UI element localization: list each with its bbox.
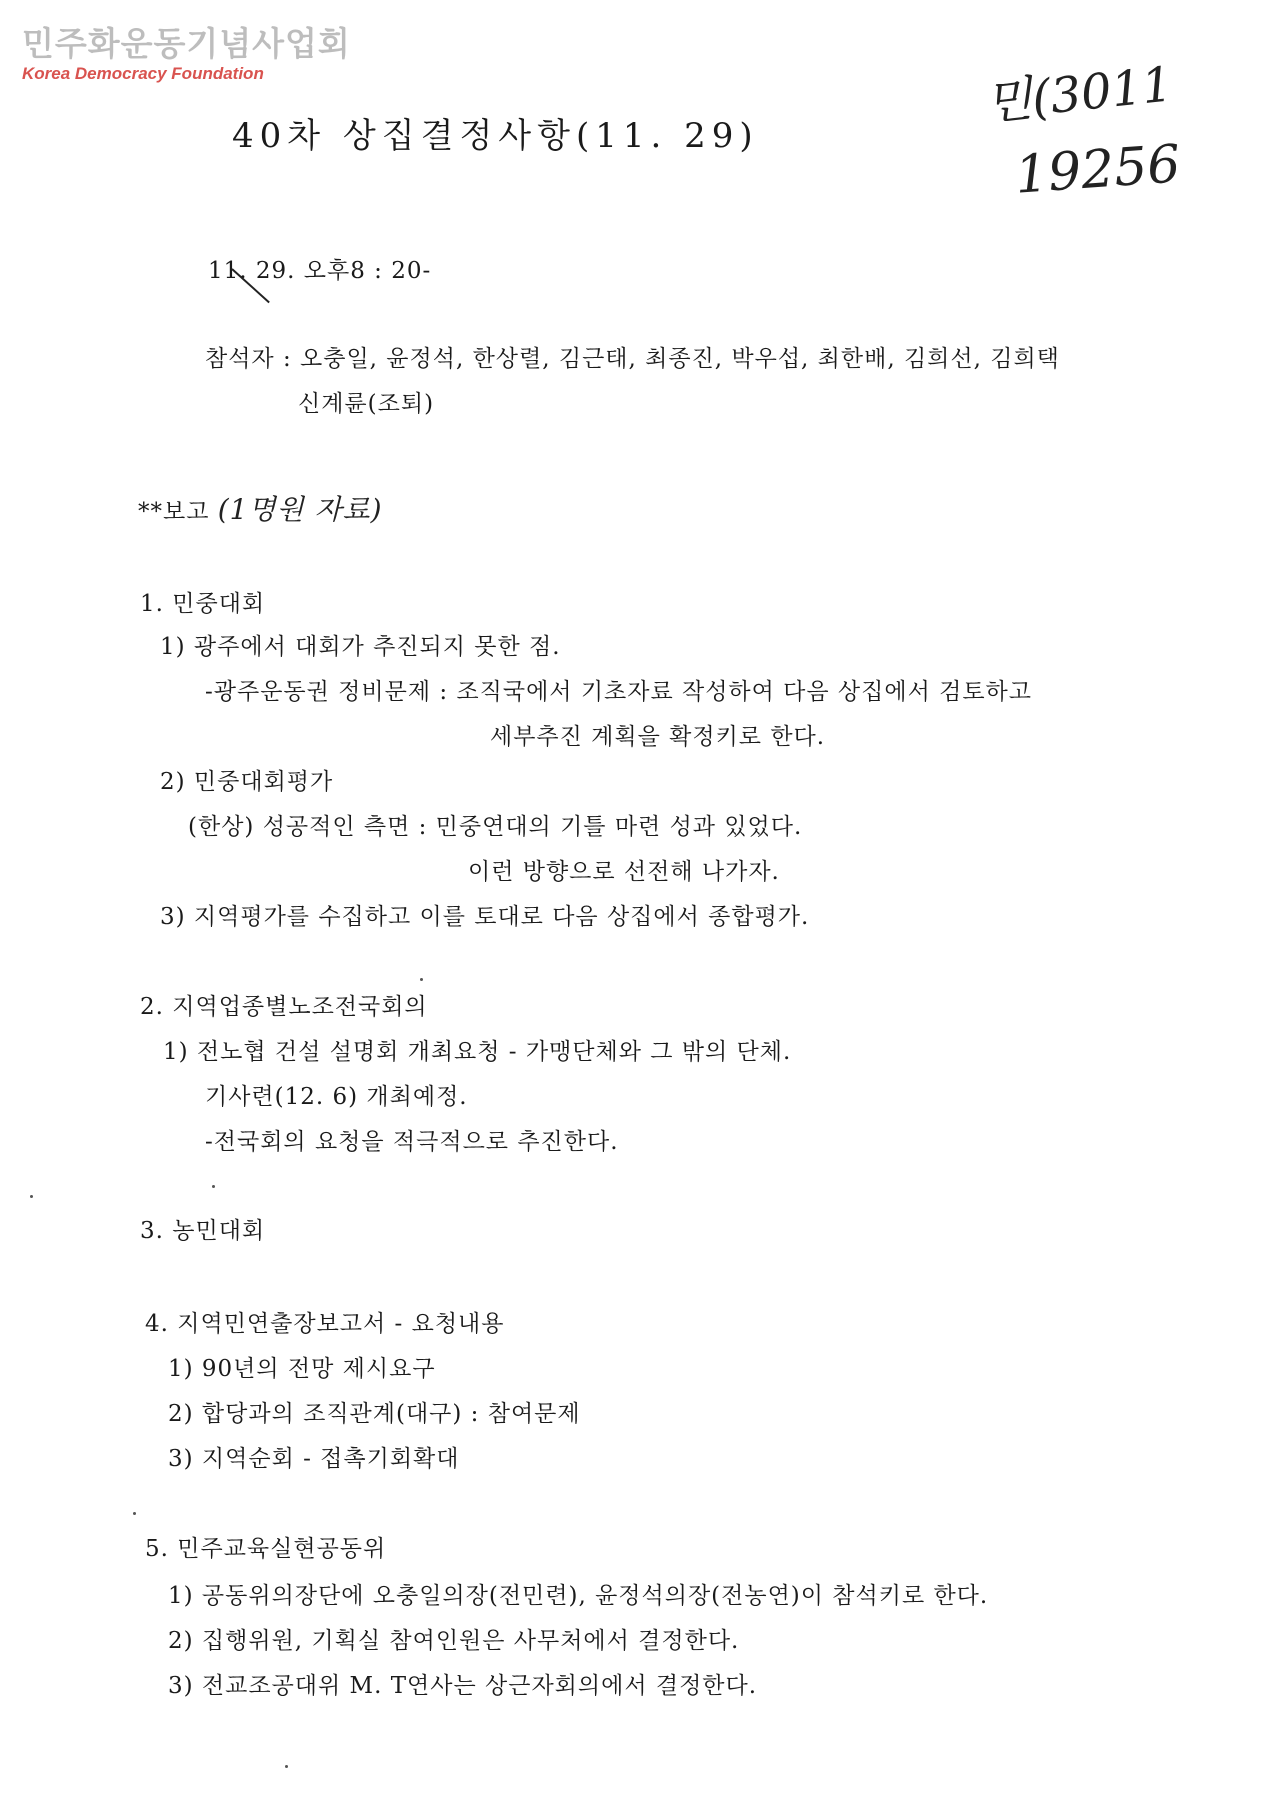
section-1-title: 1. 민중대회 xyxy=(140,591,266,617)
meeting-datetime: 11. 29. 오후8 : 20- xyxy=(208,258,432,284)
section-4-item-2: 2) 합당과의 조직관계(대구) : 참여문제 xyxy=(168,1401,581,1427)
section-4-item-3: 3) 지역순회 - 접촉기회확대 xyxy=(168,1446,460,1472)
scan-speck xyxy=(285,1765,288,1768)
scan-speck xyxy=(212,1185,215,1188)
section-2-item-1: 1) 전노협 건설 설명회 개최요청 - 가맹단체와 그 밖의 단체. xyxy=(163,1039,792,1065)
attendees-line-1: 참석자 : 오충일, 윤정석, 한상렬, 김근태, 최종진, 박우섭, 최한배, 김희선, 김희택 xyxy=(205,346,1060,372)
handwritten-note-top: 민(3011 xyxy=(983,56,1176,132)
section-5-item-3: 3) 전교조공대위 M. T연사는 상근자회의에서 결정한다. xyxy=(168,1673,758,1699)
report-heading xyxy=(138,488,383,528)
scan-speck xyxy=(133,1512,136,1515)
section-1-item-3: 3) 지역평가를 수집하고 이를 토대로 다음 상집에서 종합평가. xyxy=(160,904,810,930)
section-4-title: 4. 지역민연출장보고서 - 요청내용 xyxy=(145,1311,505,1337)
scan-speck xyxy=(420,978,423,981)
section-2-title: 2. 지역업종별노조전국회의 xyxy=(140,994,428,1020)
report-handwritten: (1명원 자료) xyxy=(217,493,383,526)
watermark-org-english: Korea Democracy Foundation xyxy=(22,64,264,83)
section-1-item-1: 1) 광주에서 대회가 추진되지 못한 점. xyxy=(160,634,561,660)
watermark-org-korean: 민주화운동기념사업회 xyxy=(22,24,351,63)
section-2-item-1b: -전국회의 요청을 적극적으로 추진한다. xyxy=(205,1129,619,1155)
section-1-item-1a: -광주운동권 정비문제 : 조직국에서 기초자료 작성하여 다음 상집에서 검토하고 xyxy=(205,679,1032,705)
document-title: 40차 상집결정사항(11. 29) xyxy=(232,116,759,156)
scan-speck xyxy=(30,1195,33,1198)
section-1-item-2: 2) 민중대회평가 xyxy=(160,769,334,795)
section-1-item-2a: (한상) 성공적인 측면 : 민중연대의 기틀 마련 성과 있었다. xyxy=(188,814,803,840)
section-2-item-1a: 기사련(12. 6) 개최예정. xyxy=(205,1084,468,1110)
section-1-item-1b: 세부추진 계획을 확정키로 한다. xyxy=(490,724,826,750)
section-3-title: 3. 농민대회 xyxy=(140,1218,266,1244)
section-5-item-1: 1) 공동위의장단에 오충일의장(전민련), 윤정석의장(전농연)이 참석키로 한다. xyxy=(168,1583,989,1609)
report-prefix: **보고 xyxy=(138,499,210,525)
section-1-item-2b: 이런 방향으로 선전해 나가자. xyxy=(468,859,780,885)
section-5-title: 5. 민주교육실현공동위 xyxy=(145,1536,387,1562)
handwritten-note-number: 19256 xyxy=(1013,134,1183,206)
section-5-item-2: 2) 집행위원, 기획실 참여인원은 사무처에서 결정한다. xyxy=(168,1628,740,1654)
attendees-line-2: 신계륜(조퇴) xyxy=(298,391,435,417)
section-4-item-1: 1) 90년의 전망 제시요구 xyxy=(168,1356,436,1382)
